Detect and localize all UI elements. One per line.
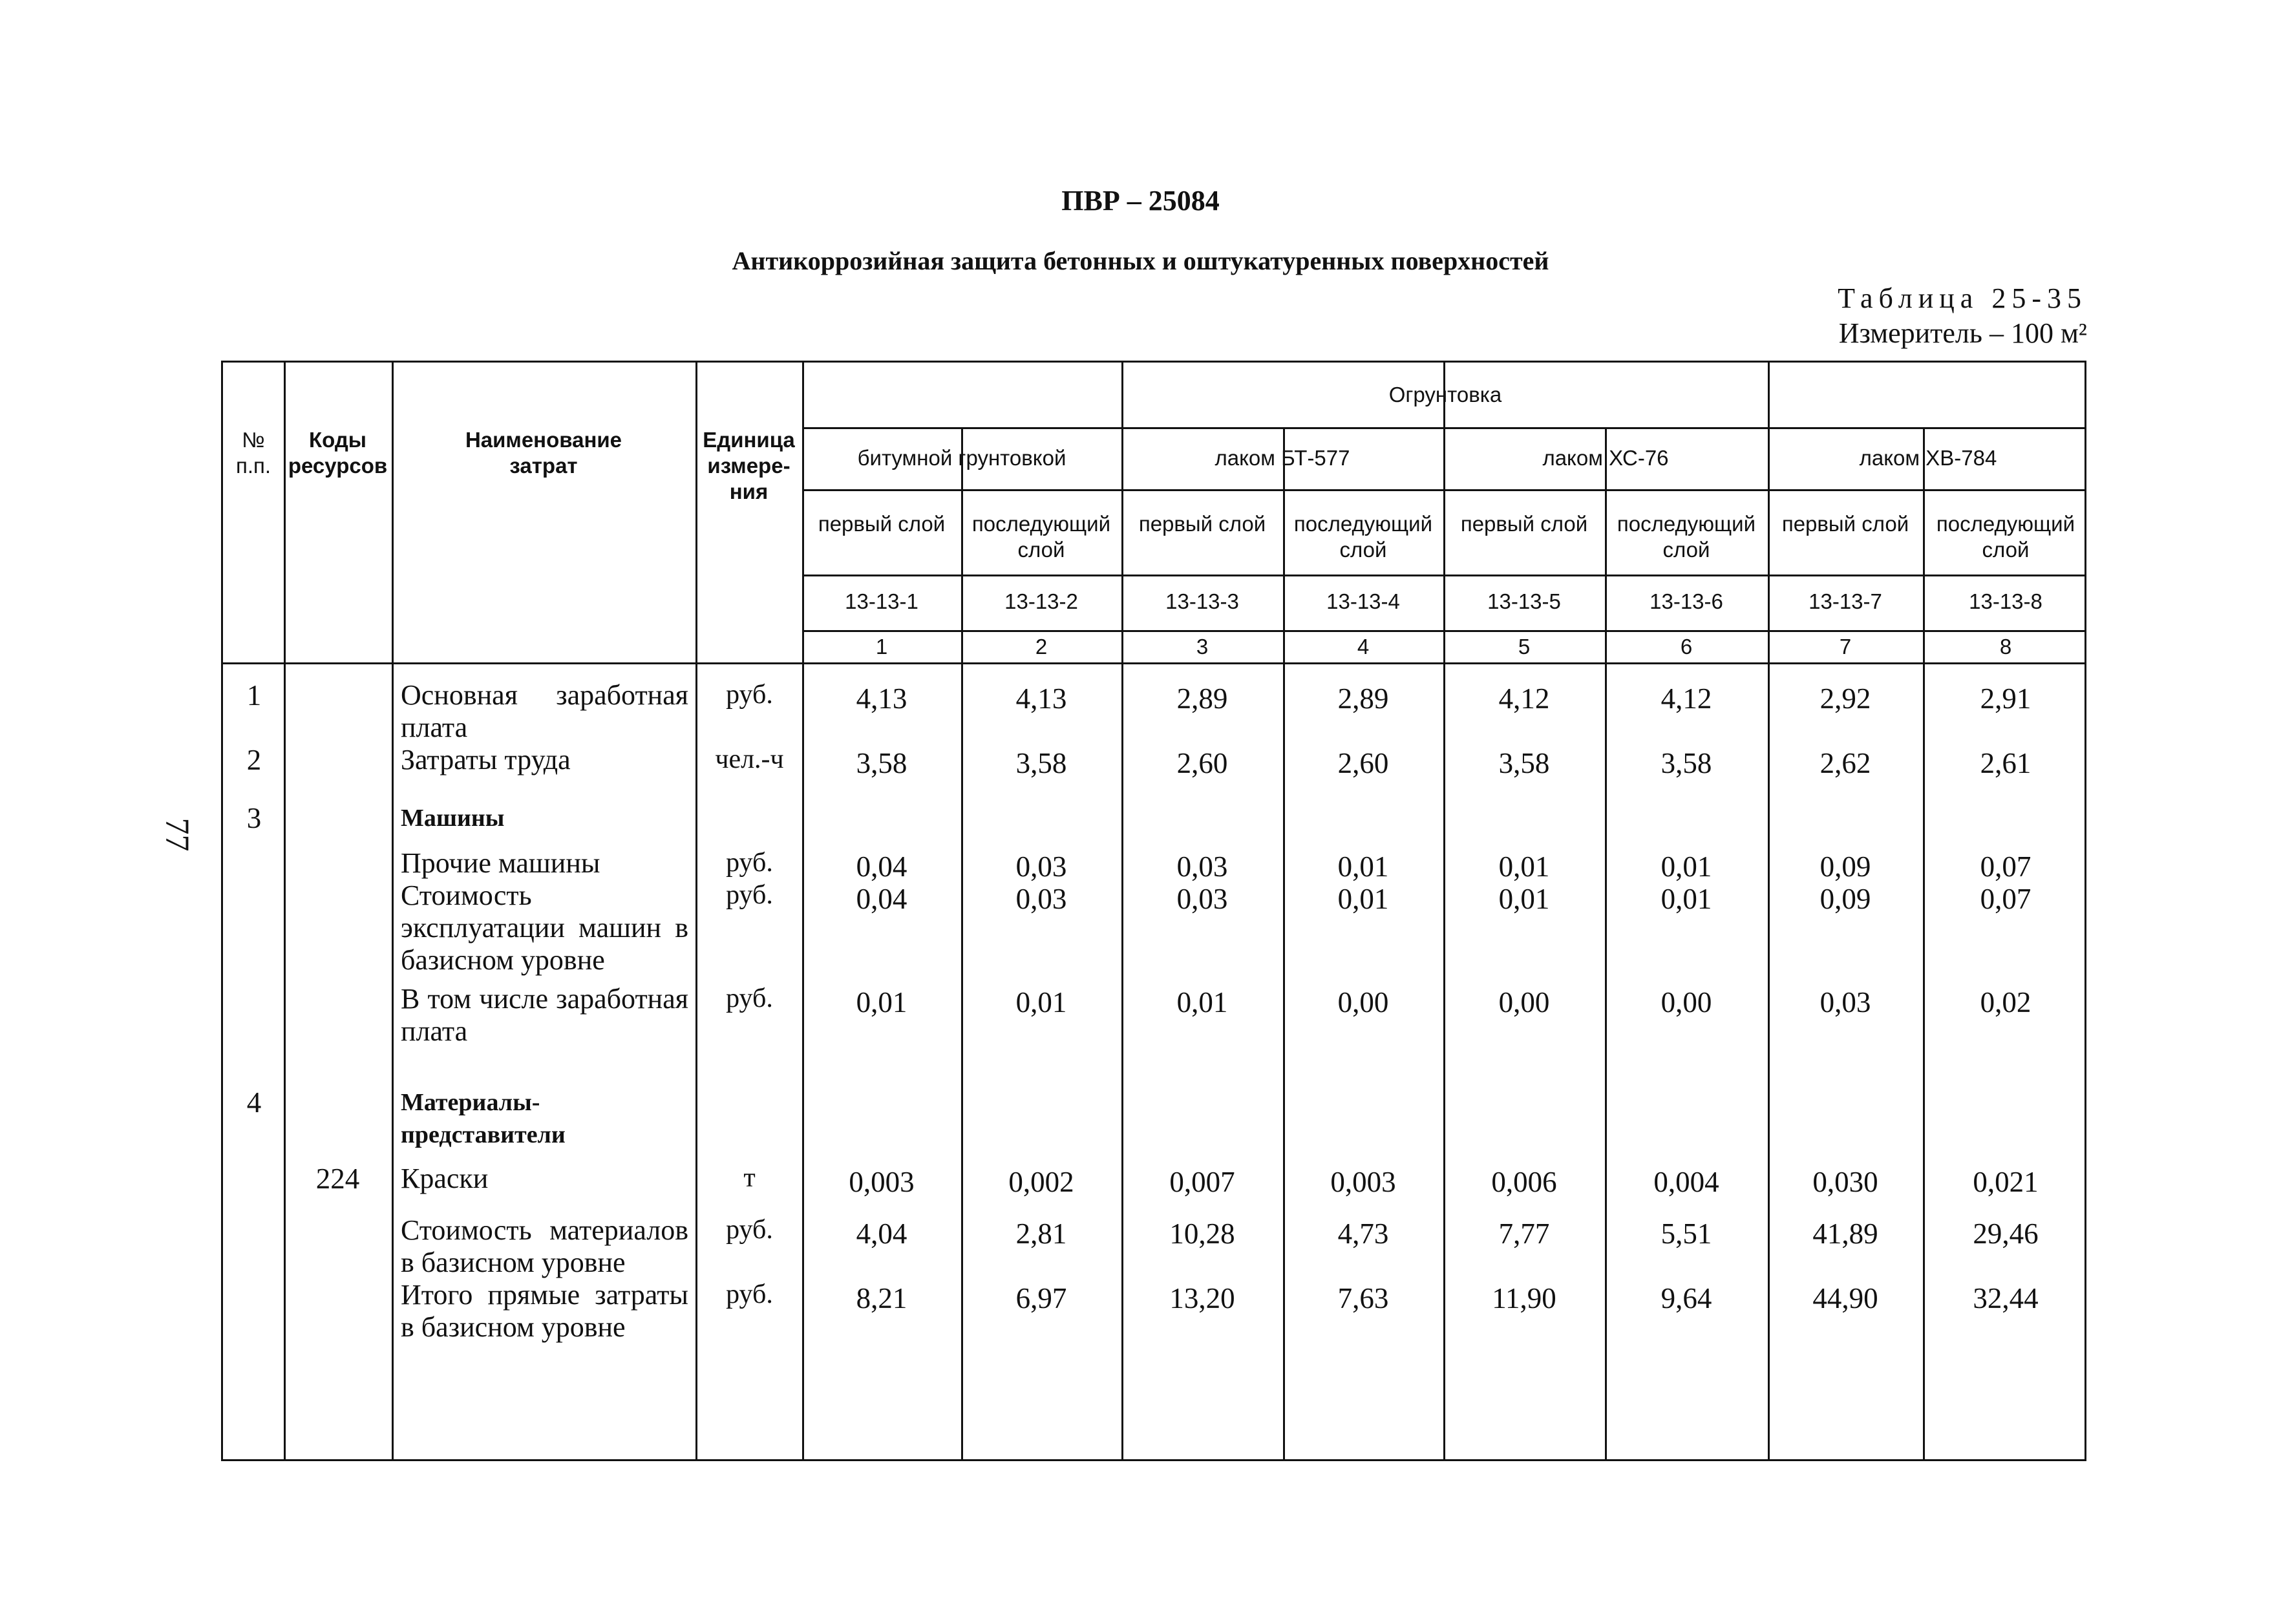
cost-value: 0,09 (1819, 883, 1871, 915)
cost-name: Прочие машины (401, 847, 600, 879)
cost-unit: руб. (726, 1280, 773, 1309)
cost-name: Основная заработная плата (401, 679, 688, 743)
layer-header: первый слой (818, 512, 946, 536)
cost-value: 7,77 (1498, 1218, 1550, 1250)
index-header: 6 (1680, 635, 1693, 659)
cost-value: 2,89 (1337, 682, 1389, 715)
cost-value: 0,004 (1653, 1166, 1719, 1198)
cost-value: 5,51 (1660, 1218, 1712, 1250)
row-number: 3 (246, 802, 262, 834)
cost-value: 2,91 (1980, 682, 2032, 715)
cost-value: 0,007 (1169, 1166, 1235, 1198)
resource-code: 224 (315, 1163, 360, 1195)
subgroup-header: битумной грунтовкой (857, 446, 1066, 470)
cost-value: 0,01 (1015, 986, 1067, 1018)
layer-header: последующий слой (1936, 512, 2075, 562)
index-header: 1 (875, 635, 888, 659)
index-header: 4 (1357, 635, 1370, 659)
cost-value: 0,00 (1498, 986, 1550, 1018)
cost-value: 0,02 (1980, 986, 2032, 1018)
cost-name: Стоимость эксплуатации машин в базисном уровне (401, 880, 688, 976)
cost-value: 0,04 (856, 883, 907, 915)
cost-value: 10,28 (1169, 1218, 1235, 1250)
cost-unit: т (743, 1163, 756, 1193)
cost-value: 3,58 (1015, 747, 1067, 779)
index-header: 8 (1999, 635, 2012, 659)
cost-value: 2,61 (1980, 747, 2032, 779)
cost-value: 41,89 (1812, 1218, 1878, 1250)
col-header-codes: Коды ресурсов (288, 428, 388, 478)
cost-value: 0,07 (1980, 850, 2032, 883)
cost-value: 0,01 (1498, 850, 1550, 883)
code-header: 13-13-4 (1326, 589, 1400, 613)
row-number: 1 (246, 679, 262, 712)
cost-value: 0,01 (1337, 883, 1389, 915)
code-header: 13-13-1 (845, 589, 918, 613)
cost-value: 0,00 (1660, 986, 1712, 1018)
cost-value: 3,58 (1498, 747, 1550, 779)
subgroup-header: лаком ХС-76 (1542, 446, 1669, 470)
code-header: 13-13-2 (1004, 589, 1078, 613)
cost-value: 0,01 (1176, 986, 1228, 1018)
cost-value: 0,03 (1819, 986, 1871, 1018)
cost-value: 13,20 (1169, 1282, 1235, 1314)
cost-unit: руб. (726, 680, 773, 710)
cost-value: 0,01 (1337, 850, 1389, 883)
document-subtitle: Антикоррозийная защита бетонных и оштукатуренных поверхностей (732, 246, 1549, 275)
cost-name: Краски (401, 1163, 489, 1194)
cost-value: 2,60 (1337, 747, 1389, 779)
index-header: 3 (1196, 635, 1209, 659)
measure-unit: Измеритель – 100 м² (1838, 317, 2087, 349)
cost-value: 0,03 (1176, 883, 1228, 915)
cost-value: 0,01 (1660, 850, 1712, 883)
cost-unit: чел.-ч (715, 744, 784, 774)
cost-value: 0,01 (856, 986, 907, 1018)
cost-value: 29,46 (1973, 1218, 2039, 1250)
layer-header: последующий слой (1293, 512, 1433, 562)
cost-value: 4,73 (1337, 1218, 1389, 1250)
cost-value: 44,90 (1812, 1282, 1878, 1314)
cost-value: 4,13 (1015, 682, 1067, 715)
cost-value: 0,003 (849, 1166, 915, 1198)
cost-value: 6,97 (1015, 1282, 1067, 1314)
index-header: 5 (1518, 635, 1531, 659)
cost-unit: руб. (726, 848, 773, 878)
cost-name: Затраты труда (401, 744, 571, 775)
cost-value: 0,030 (1812, 1166, 1878, 1198)
cost-value: 2,81 (1015, 1218, 1067, 1250)
subgroup-header: лаком БТ-577 (1215, 446, 1350, 470)
code-header: 13-13-8 (1969, 589, 2042, 613)
cost-unit: руб. (726, 880, 773, 910)
layer-header: первый слой (1460, 512, 1588, 536)
cost-value: 0,003 (1330, 1166, 1396, 1198)
cost-unit: руб. (726, 1215, 773, 1245)
code-header: 13-13-3 (1165, 589, 1239, 613)
cost-value: 32,44 (1973, 1282, 2039, 1314)
table-label: Таблица 25-35 (1838, 282, 2087, 314)
cost-value: 3,58 (1660, 747, 1712, 779)
cost-value: 4,12 (1498, 682, 1550, 715)
cost-value: 0,01 (1498, 883, 1550, 915)
row-number: 4 (246, 1086, 262, 1119)
cost-value: 11,90 (1492, 1282, 1556, 1314)
col-header-group: Огрунтовка (1388, 383, 1502, 406)
subgroup-header: лаком ХВ-784 (1859, 446, 1997, 470)
cost-value: 0,07 (1980, 883, 2032, 915)
cost-name: Материалы-представители (401, 1089, 566, 1148)
document-title: ПВР – 25084 (1061, 185, 1220, 216)
cost-value: 0,01 (1660, 883, 1712, 915)
cost-value: 0,00 (1337, 986, 1389, 1018)
code-header: 13-13-6 (1650, 589, 1723, 613)
layer-header: последующий слой (971, 512, 1111, 562)
layer-header: первый слой (1781, 512, 1909, 536)
cost-name: Итого прямые затраты в базисном уровне (401, 1279, 688, 1343)
cost-value: 9,64 (1660, 1282, 1712, 1314)
cost-value: 0,03 (1015, 850, 1067, 883)
col-header-no: № п.п. (235, 428, 271, 478)
cost-value: 4,12 (1660, 682, 1712, 715)
index-header: 7 (1839, 635, 1852, 659)
cost-value: 2,89 (1176, 682, 1228, 715)
cost-value: 7,63 (1337, 1282, 1389, 1314)
cost-name: Машины (401, 805, 505, 832)
cost-value: 2,60 (1176, 747, 1228, 779)
cost-value: 2,92 (1819, 682, 1871, 715)
cost-value: 0,03 (1176, 850, 1228, 883)
cost-value: 0,002 (1008, 1166, 1074, 1198)
cost-unit: руб. (726, 984, 773, 1013)
cost-value: 2,62 (1819, 747, 1871, 779)
cost-value: 4,04 (856, 1218, 907, 1250)
cost-value: 4,13 (856, 682, 907, 715)
cost-value: 0,09 (1819, 850, 1871, 883)
row-number: 2 (246, 744, 262, 776)
cost-value: 3,58 (856, 747, 907, 779)
cost-name: Стоимость материалов в базисном уровне (401, 1214, 688, 1278)
page-number: 77 (158, 817, 196, 852)
cost-value: 0,006 (1491, 1166, 1557, 1198)
cost-value: 8,21 (856, 1282, 907, 1314)
code-header: 13-13-5 (1487, 589, 1561, 613)
col-header-unit: Единица измере-ния (703, 428, 795, 503)
index-header: 2 (1035, 635, 1048, 659)
col-header-name: Наименование затрат (465, 428, 622, 478)
cost-value: 0,021 (1973, 1166, 2039, 1198)
code-header: 13-13-7 (1809, 589, 1882, 613)
cost-table (221, 361, 2086, 1461)
layer-header: первый слой (1138, 512, 1266, 536)
cost-value: 0,04 (856, 850, 907, 883)
cost-name: В том числе заработная плата (401, 983, 688, 1047)
cost-value: 0,03 (1015, 883, 1067, 915)
layer-header: последующий слой (1617, 512, 1756, 562)
